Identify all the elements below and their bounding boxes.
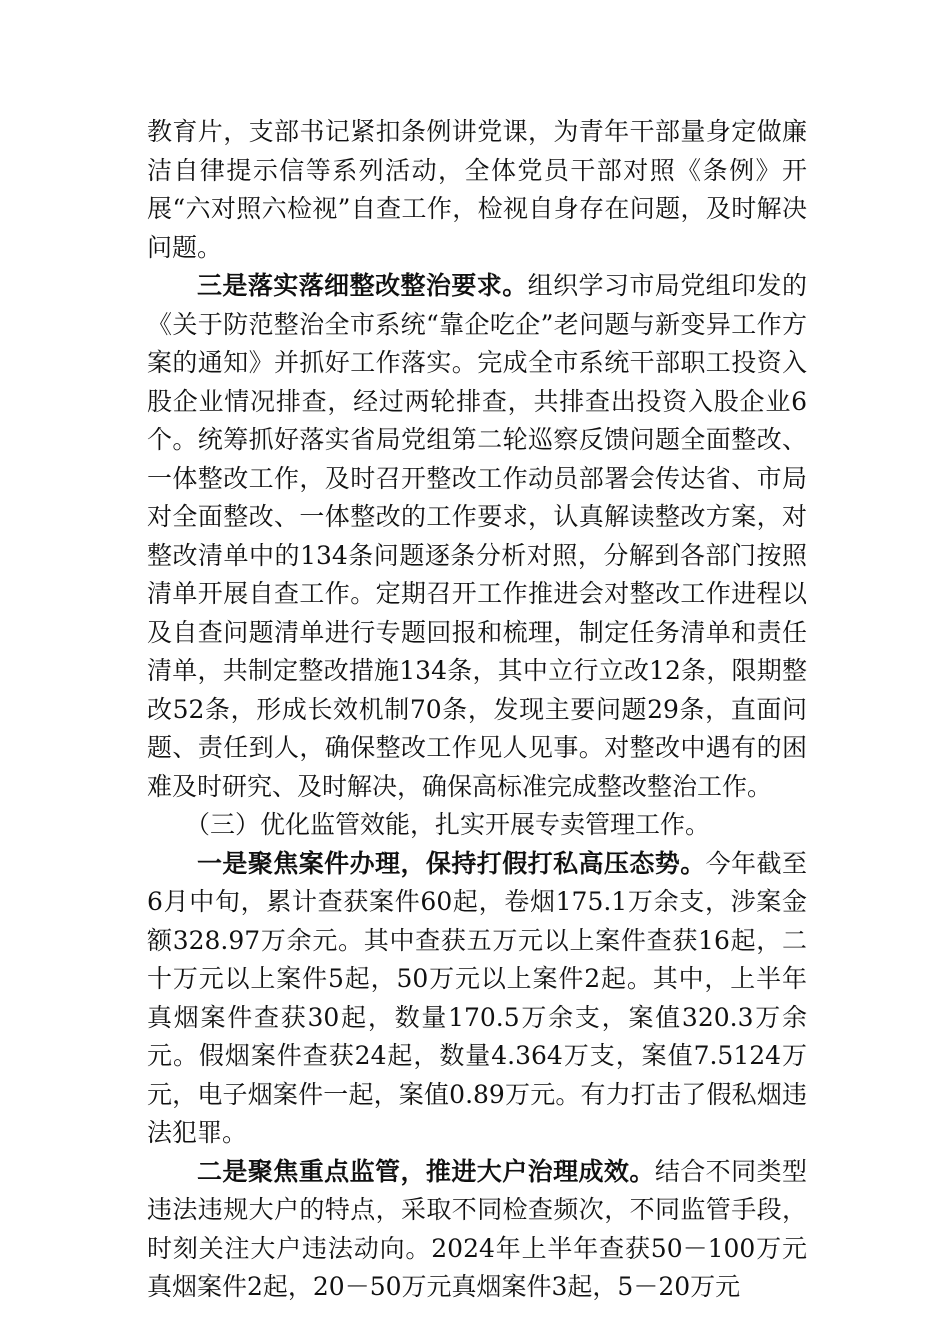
paragraph-lead: 三是落实落细整改整治要求。 (197, 271, 528, 300)
paragraph-text: 今年截至6月中旬，累计查获案件60起，卷烟175.1万余支，涉案金额328.97万余元。其中查获五万元以上案件查获16起，二十万元以上案件5起，50万元以上案件2起。其中，上半年真烟案件查获30起，数量170.5万余支，案值320.3万余元。假烟案件查获24起，数量4.364万支，案值7.5124万元，电子烟案件一起，案值0.89万元。有力打击了假私烟违法犯罪。 (147, 848, 807, 1147)
section-heading-text: （三）优化监管效能，扎实开展专卖管理工作。 (185, 810, 711, 839)
section-heading (147, 806, 807, 845)
paragraph-lead: 二是聚焦重点监管，推进大户治理成效。 (197, 1156, 655, 1186)
paragraph-text: 结合不同类型违法违规大户的特点，采取不同检查频次，不同监管手段，时刻关注大户违法动向。2024年上半年查获50－100万元真烟案件2起，20－50万元真烟案件3起，5－20万元 (147, 1156, 807, 1301)
paragraph-case-handling (147, 845, 807, 1153)
paragraph-continuation (147, 113, 807, 267)
paragraph-rectification (147, 267, 807, 806)
paragraph-lead: 一是聚焦案件办理，保持打假打私高压态势。 (197, 848, 706, 878)
document-body (147, 113, 807, 1307)
paragraph-text: 教育片，支部书记紧扣条例讲党课，为青年干部量身定做廉洁自律提示信等系列活动，全体党员干部对照《条例》开展“六对照六检视”自查工作，检视自身存在问题，及时解决问题。 (147, 117, 807, 262)
paragraph-key-supervision (147, 1153, 807, 1307)
paragraph-text: 组织学习市局党组印发的《关于防范整治全市系统“靠企吃企”老问题与新变异工作方案的通知》并抓好工作落实。完成全市系统干部职工投资入股企业情况排查，经过两轮排查，共排查出投资入股企业6个。统筹抓好落实省局党组第二轮巡察反馈问题全面整改、一体整改工作，及时召开整改工作动员部署会传达省、市局对全面整改、一体整改的工作要求，认真解读整改方案，对整改清单中的134条问题逐条分析对照，分解到各部门按照清单开展自查工作。定期召开工作推进会对整改工作进程以及自查问题清单进行专题回报和梳理，制定任务清单和责任清单，共制定整改措施134条，其中立行立改12条，限期整改52条，形成长效机制70条，发现主要问题29条，直面问题、责任到人，确保整改工作见人见事。对整改中遇有的困难及时研究、及时解决，确保高标准完成整改整治工作。 (147, 271, 807, 801)
